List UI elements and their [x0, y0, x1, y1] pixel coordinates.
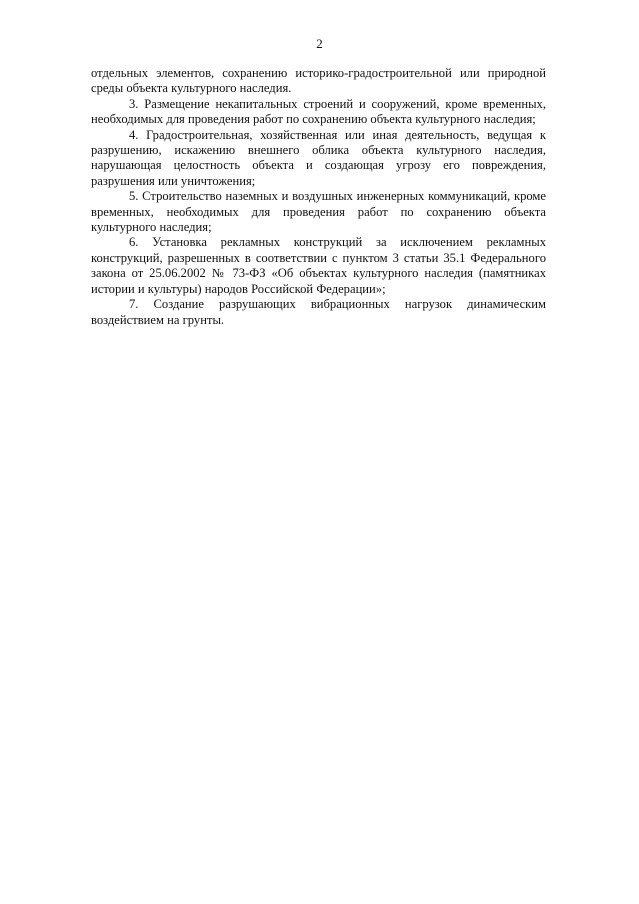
page-number: 2 — [316, 36, 323, 51]
paragraph-item-7: 7. Создание разрушающих вибрационных нагрузок динамическим воздействием на грунты. — [91, 297, 546, 327]
paragraph-item-3: 3. Размещение некапитальных строений и сооружений, кроме временных, необходимых для проведения работ по сохранению объекта культурного наследия; — [91, 96, 546, 127]
paragraph-item-5: 5. Строительство наземных и воздушных инженерных коммуникаций, кроме временных, необходимых для проведения работ по сохранению объекта культурного наследия; — [91, 189, 546, 235]
paragraph-item-4: 4. Градостроительная, хозяйственная или иная деятельность, ведущая к разрушению, искажению внешнего облика объекта культурного наследия, нарушающая целостность объекта и создающая угрозу его повреждения, разрушения или уничтожения; — [91, 127, 546, 188]
paragraph-item-6: 6. Установка рекламных конструкций за исключением рекламных конструкций, разрешенных в соответствии с пунктом 3 статьи 35.1 Федерального закона от 25.06.2002 № 73-ФЗ «Об объектах культурного наследия (памятниках истории и культуры) народов Российской Федерации»; — [91, 235, 546, 296]
paragraph-continuation: отдельных элементов, сохранению историко-градостроительной или природной среды объекта культурного наследия. — [91, 66, 546, 96]
document-body — [91, 66, 546, 328]
